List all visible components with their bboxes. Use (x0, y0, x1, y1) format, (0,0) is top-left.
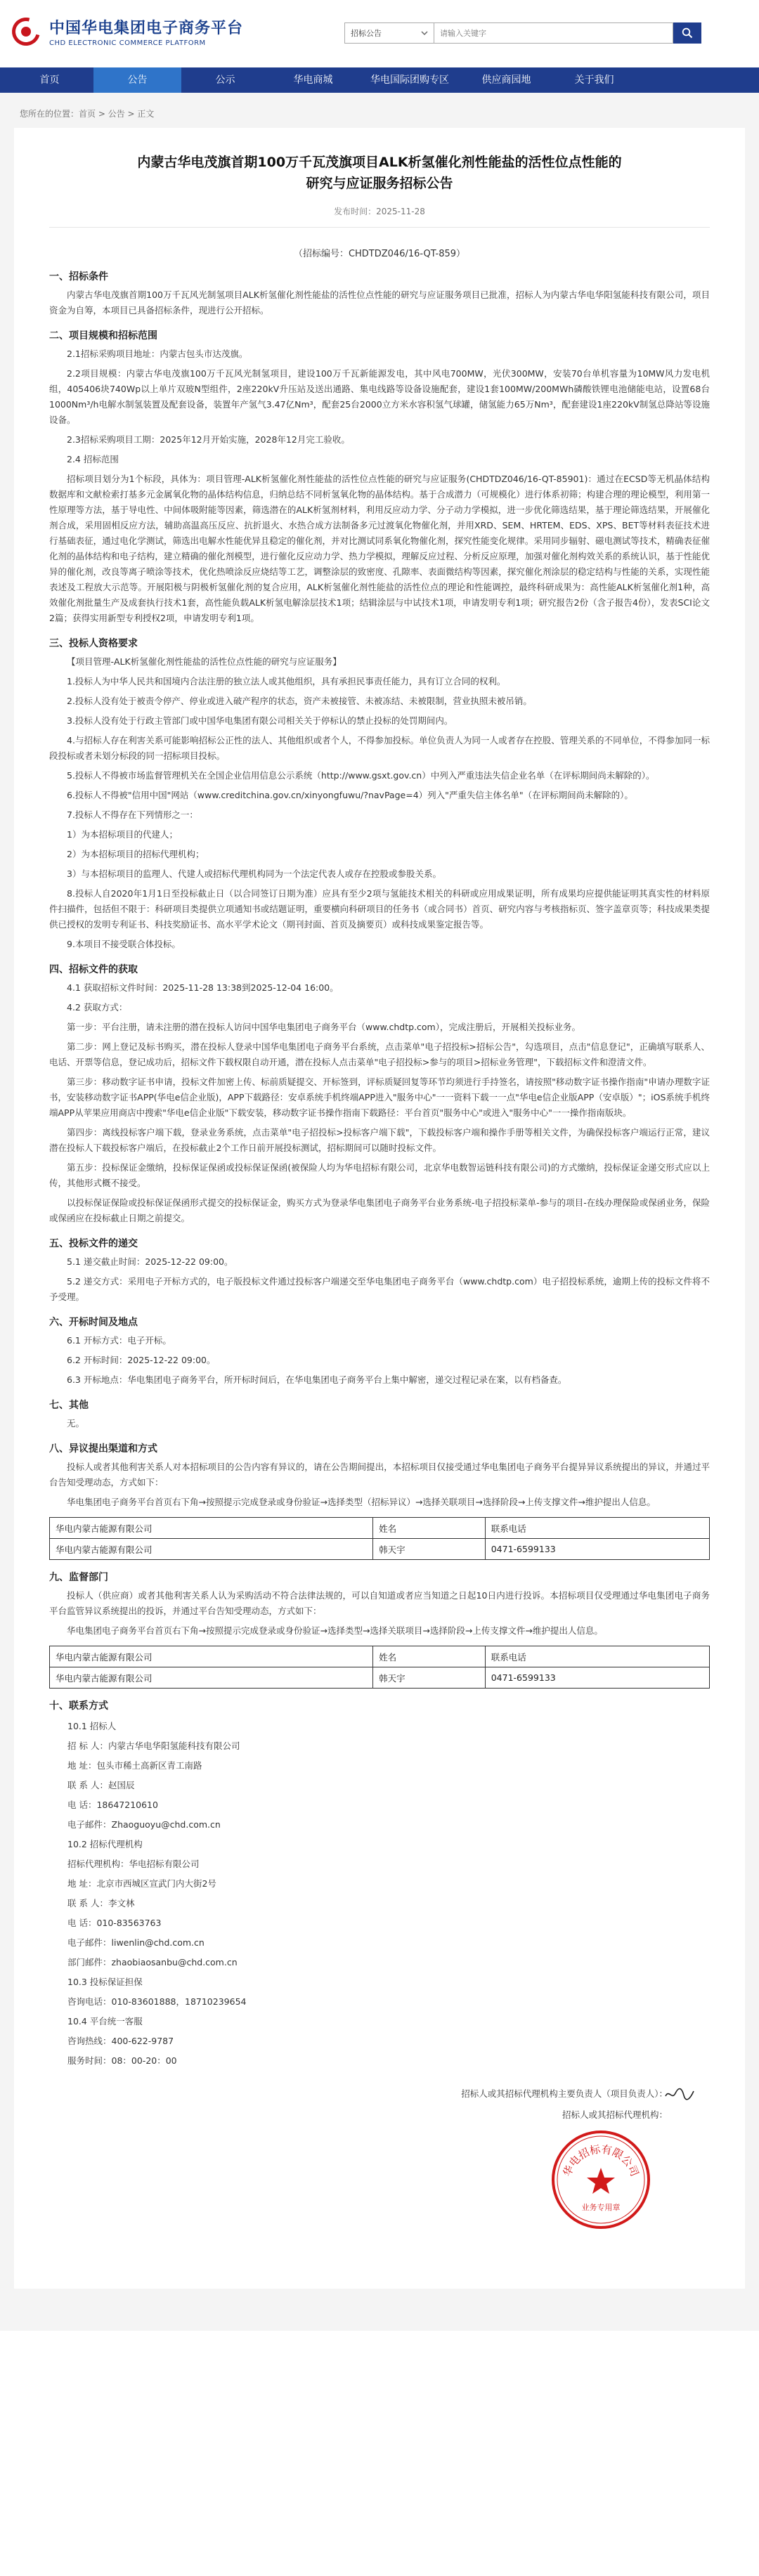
search-input[interactable] (434, 22, 673, 44)
qualification-item: 9.本项目不接受联合体投标。 (67, 939, 181, 949)
table-cell: 华电内蒙古能源有限公司 (50, 1646, 373, 1667)
article-title-line: 内蒙古华电茂旗首期100万千瓦茂旗项目ALK析氢催化剂性能盐的活性位点性能的 (137, 155, 622, 170)
contact-line: 咨询电话：010-83601888，18710239654 (67, 1996, 247, 2007)
handwritten-signature (663, 2085, 696, 2103)
paragraph: 华电集团电子商务平台首页右下角→按照提示完成登录或身份验证→选择类型→选择关联项目→选择阶段→上传支撑文件→维护提出人信息。 (67, 1625, 603, 1636)
section-heading: 二、项目规模和招标范围 (49, 330, 157, 341)
search-scope-value: 招标公告 (351, 29, 382, 38)
breadcrumb (0, 100, 759, 128)
signature-block (49, 2085, 710, 2246)
contact-list (49, 1717, 710, 2071)
logo-cn-text: 中国华电集团电子商务平台 (49, 20, 244, 37)
paragraph: 以投标保证保险或投标保证保函形式提交的投标保证金，购买方式为登录华电集团电子商务平台业务系统-电子招投标菜单-参与的项目-在线办理保险或保函业务，保险或保函应在投标截止日期之前提交。 (49, 1197, 710, 1223)
paragraph: 4.1 获取招标文件时间：2025-11-28 13:38到2025-12-04 16:00。 (67, 982, 339, 993)
contact-line: 咨询热线：400-622-9787 (67, 2036, 174, 2046)
breadcrumb-separator: > (124, 109, 138, 119)
contact-line: 电子邮件：liwenlin@chd.com.cn (67, 1937, 205, 1948)
site-logo[interactable] (10, 15, 243, 48)
paragraph: 第二步：网上登记及标书购买，潜在投标人登录中国华电集团电子商务平台系统，点击菜单"电子招投标>招标公告"，勾选项目，点击"信息登记"，正确填写联系人、电话、开票等信息，登记成功后，招标文件下载权限自动开通，潜在投标人点击菜单"电子招投标>参与的项目>招标业务管理"，下载招标文件和澄清文件。 (49, 1041, 710, 1067)
nav-about[interactable]: 关于我们 (574, 74, 614, 86)
table-cell: 韩天宇 (373, 1539, 486, 1560)
svg-text:华电招标有限公司: 华电招标有限公司 (560, 2142, 642, 2178)
breadcrumb-prefix: 您所在的位置： (20, 109, 79, 119)
paragraph: 5.2 递交方式：采用电子开标方式的，电子版投标文件通过投标客户端递交至华电集团电子商务平台（www.chdtp.com）电子招投标系统，逾期上传的投标文件将不予受理。 (49, 1276, 710, 1302)
paragraph: 内蒙古华电茂旗首期100万千瓦风光制氢项目ALK析氢催化剂性能盐的活性位点性能的研究与应证服务项目已批准，招标人为内蒙古华电华阳氢能科技有限公司，项目资金为自筹，本项目已具备招标条件，现进行公开招标。 (49, 290, 710, 316)
table-row (50, 1518, 710, 1539)
table-cell: 联系电话 (485, 1518, 709, 1539)
site-header (0, 0, 759, 67)
paragraph: 投标人（供应商）或者其他利害关系人认为采购活动不符合法律法规的，可以自知道或者应当知道之日起10日内进行投诉。本招标项目仅受理通过华电集团电子商务平台监管异议系统提出的投诉，并通过平台告知受理动态，方式如下： (49, 1590, 710, 1616)
paragraph: 2.3招标采购项目工期：2025年12月开始实施，2028年12月完工验收。 (67, 434, 350, 445)
qualification-item: 5.投标人不得被市场监督管理机关在全国企业信用信息公示系统（http://www.gsxt.gov.cn）中列入严重违法失信企业名单（在评标期间尚未解除的）。 (67, 770, 655, 781)
contact-line: 10.1 招标人 (67, 1721, 117, 1731)
paragraph: 第一步：平台注册，请未注册的潜在投标人访问中国华电集团电子商务平台（www.chdtp.com），完成注册后，开展相关投标业务。 (67, 1022, 580, 1032)
paragraph: 5.1 递交截止时间：2025-12-22 09:00。 (67, 1256, 233, 1267)
qualification-item: 2）为本招标项目的招标代理机构； (67, 849, 205, 859)
section-heading: 九、监督部门 (49, 1572, 108, 1583)
nav-announcements[interactable]: 公告 (93, 67, 181, 93)
contact-line: 10.4 平台统一客服 (67, 2016, 143, 2027)
contact-line: 联 系 人：赵国辰 (67, 1780, 135, 1790)
chevron-down-icon (421, 30, 428, 36)
seal-stamp (548, 2127, 654, 2232)
table-cell: 0471-6599133 (485, 1539, 709, 1560)
paragraph: 投标人或者其他利害关系人对本招标项目的公告内容有异议的，请在公告期间提出，本招标项目仅接受通过华电集团电子商务平台提异异议系统提出的异议，并通过平台告知受理动态，方式如下： (49, 1462, 710, 1488)
contact-line: 电 话：010-83563763 (67, 1918, 162, 1928)
contact-line: 10.2 招标代理机构 (67, 1839, 143, 1849)
section-heading: 三、投标人资格要求 (49, 638, 138, 649)
paragraph: 6.3 开标地点：华电集团电子商务平台，所开标时间后，在华电集团电子商务平台上集中解密，递交过程记录在案，以有档备查。 (67, 1374, 567, 1385)
chd-logo-icon (10, 15, 42, 48)
qualification-item: 4.与招标人存在利害关系可能影响招标公正性的法人、其他组织或者个人，不得参加投标。单位负责人为同一人或者存在控股、管理关系的不同单位，不得参加同一标段投标或者未划分标段的同一招标项目投标。 (49, 735, 710, 761)
search-scope-select[interactable] (344, 22, 434, 44)
nav-mall[interactable]: 华电商城 (293, 74, 333, 86)
paragraph: 华电集团电子商务平台首页右下角→按照提示完成登录或身份验证→选择类型（招标异议）→选择关联项目→选择阶段→上传支撑文件→维护提出人信息。 (67, 1497, 656, 1507)
breadcrumb-section[interactable]: 公告 (108, 109, 125, 119)
table-row (50, 1646, 710, 1667)
publish-date: 发布时间：2025-11-28 (49, 205, 710, 228)
article-title (49, 152, 710, 194)
table-cell: 姓名 (373, 1646, 486, 1667)
article-title-line: 研究与应证服务招标公告 (306, 176, 453, 191)
content-area (0, 93, 759, 2331)
qualification-item: 1.投标人为中华人民共和国境内合法注册的独立法人或其他组织，具有承担民事责任能力，具有订立合同的权利。 (67, 676, 506, 687)
nav-home[interactable]: 首页 (39, 74, 60, 86)
contact-line: 电 话：18647210610 (67, 1800, 158, 1810)
paragraph: 【项目管理-ALK析氢催化剂性能盐的活性位点性能的研究与应证服务】 (67, 656, 342, 667)
qualification-item: 6.投标人不得被"信用中国"网站（www.creditchina.gov.cn/xinyongfuwu/?navPage=4）列入"严重失信主体名单"（在评标期间尚未解除的）。 (67, 790, 633, 800)
contact-line: 地 址：北京市西城区宣武门内大街2号 (67, 1878, 216, 1889)
paragraph: 2.1招标采购项目地址：内蒙古包头市达茂旗。 (67, 349, 248, 359)
section-heading: 六、开标时间及地点 (49, 1317, 138, 1328)
contact-line: 服务时间：08：00-20：00 (67, 2055, 177, 2066)
section-heading: 五、投标文件的递交 (49, 1238, 138, 1249)
contact-line: 电子邮件：Zhaoguoyu@chd.com.cn (67, 1819, 221, 1830)
contact-line: 招标代理机构：华电招标有限公司 (67, 1859, 200, 1869)
table-cell: 0471-6599133 (485, 1667, 709, 1689)
paragraph: 2.4 招标范围 (67, 454, 119, 464)
section-heading: 一、招标条件 (49, 271, 108, 282)
section-heading: 八、异议提出渠道和方式 (49, 1443, 157, 1455)
logo-en-text: CHD ELECTRONIC COMMERCE PLATFORM (49, 39, 206, 47)
table-cell: 华电内蒙古能源有限公司 (50, 1667, 373, 1689)
contact-line: 联 系 人：李文林 (67, 1898, 135, 1908)
paragraph: 6.1 开标方式：电子开标。 (67, 1335, 171, 1346)
qualification-item: 1）为本招标项目的代建人； (67, 829, 178, 840)
signature-stamp-line: 招标人或其招标代理机构： (562, 2109, 668, 2120)
qualification-item: 8.投标人自2020年1月1日至投标截止日（以合同签订日期为准）应具有至少2项与氢能技术相关的科研或应用成果证明，所有成果均应提供能证明其真实性的材料原件扫描件，包括但不限于：科研项目类提供立项通知书或结题证明，重要横向科研项目的任务书（或合同书）首页、研究内容与考核指标页、签字盖章页等；科技成果类提供已授权的发明专利证书、科技奖励证书、高水平学术论文（期刊封面、首页及摘要页）或科技成果鉴定报告等。 (49, 888, 710, 930)
table-cell: 华电内蒙古能源有限公司 (50, 1539, 373, 1560)
paragraph: 4.2 获取方式： (67, 1002, 128, 1013)
table-row (50, 1539, 710, 1560)
search-button[interactable] (673, 22, 701, 44)
contact-line: 招 标 人：内蒙古华电华阳氢能科技有限公司 (67, 1741, 240, 1751)
signature-agent-line: 招标人或其招标代理机构主要负责人（项目负责人）： (461, 2088, 668, 2099)
section-heading: 四、招标文件的获取 (49, 964, 138, 975)
qualification-item: 3）与本招标项目的监理人、代建人或招标代理机构同为一个法定代表人或存在控股或参股关系。 (67, 869, 441, 879)
qualification-item: 3.投标人没有处于行政主管部门或中国华电集团有限公司相关关于停标认的禁止投标的处罚期间内。 (67, 715, 453, 726)
breadcrumb-separator: > (96, 109, 108, 119)
qualification-item: 7.投标人不得存在下列情形之一： (67, 809, 198, 820)
breadcrumb-current: 正文 (137, 109, 155, 119)
section-heading: 十、联系方式 (49, 1700, 108, 1712)
supervision-contact-table (49, 1646, 710, 1689)
search-bar (344, 22, 701, 44)
objection-contact-table (49, 1517, 710, 1560)
main-nav (0, 67, 759, 93)
contact-line: 部门邮件：zhaobiaosanbu@chd.com.cn (67, 1957, 238, 1967)
table-cell: 华电内蒙古能源有限公司 (50, 1518, 373, 1539)
qualification-item: 2.投标人没有处于被责令停产、停业或进入破产程序的状态，资产未被接管、未被冻结、未被限制，营业执照未被吊销。 (67, 696, 532, 706)
table-row (50, 1667, 710, 1689)
paragraph: 2.2项目规模：内蒙古华电茂旗100万千瓦风光制氢项目，建设100万千瓦新能源发电，其中风电700MW，光伏300MW，安装70台单机容量为10MW风力发电机组，405406块740Wp以上单片双玻N型组件，2座220kV升压站及送出通路、集电线路等设备设施配套，建设1套100MW/200MWh磷酸铁锂电池储能电站，设置68台1000Nm³/h电解水制氢装置及配套设备，装置年产氢气3.47亿Nm³，配套25台2000立方米水容积氢气球罐，储氢能力65万Nm³，配套建设1座220kV制氢总降站等设施设备。 (49, 368, 710, 425)
tender-number: （招标编号：CHDTDZ046/16-QT-859） (293, 249, 466, 259)
table-cell: 联系电话 (485, 1646, 709, 1667)
paragraph: 招标项目划分为1个标段，具体为：项目管理-ALK析氢催化剂性能盐的活性位点性能的研究与应证服务(CHDTDZ046/16-QT-85901)：通过在ECSD等无机晶体结构数据库和文献检索打基多元金属氧化物的晶体结构信息，归纳总结不同析氢氧化物的晶体结构。基于合成潜力（可规模化）进行体系初筛；构建合理的理论模型，利用第一性原理等方法，基于导电性、中间体吸附能等因素，筛选潜在的ALK析氢剂材料，利用反应动力学、分子动力学模拟，进一步优化筛选结果，基于理论筛选结果，开展催化剂合成，采用固相反应方法，辅助高温高压反应、抗折退火、水热合成方法制备多元过渡氧化物催化剂，并用XRD、SEM、HRTEM、EDS、XPS、BET等材料表征技术进行基础表征，通过电化学测试，筛选出电解水性能优异且稳定的催化剂，并对比测试同系氧化物催化剂，探究性能变化规律。采用同步辐射、磁电测试等技术，精确表征催化剂的晶体结构和电子结构，建立精确的催化剂模型，进行催化反应动力学、热力学模拟，理解反应过程、分析反应原理，加强对催化剂构效关系的系统认识，基于性能优异的催化剂，改良等离子喷涂等技术，优化热喷涂反应烧结等工艺，调整涂层的致密度、孔隙率、表面微结构等因素，探究催化剂涂层的稳定结构与性能的关系，实现性能表述及工程放大示范等。开展阳极与阴极析氢催化剂的复合应用，ALK析氢催化剂性能盐的活性位点的理论和性能调控，最终科研成果为：高性能ALK析氢催化剂1种，高效催化剂批量生产及成套执行技术1套，高性能负载ALK析氢电解涂层技术1项；结辑涂层与中试技术1项，申请发明专利1项；研究报告2份（含子报告4份），发表SCI论文2篇；获得实用新型专利授权2项，申请发明专利1项。 (49, 474, 710, 623)
contact-line: 地 址：包头市稀土高新区青工南路 (67, 1760, 202, 1771)
paragraph: 6.2 开标时间：2025-12-22 09:00。 (67, 1355, 216, 1365)
svg-text:业务专用章: 业务专用章 (581, 2203, 621, 2212)
table-cell: 韩天宇 (373, 1667, 486, 1689)
table-cell: 姓名 (373, 1518, 486, 1539)
search-icon (682, 27, 693, 39)
paragraph: 第五步：投标保证金缴纳，投标保证保函或投标保证保函(被保险人均为华电招标有限公司，北京华电数智运链科技有限公司)的方式缴纳，投标保证金递交形式应以上传，其他形式概不接受。 (49, 1162, 710, 1188)
nav-publicity[interactable]: 公示 (215, 74, 235, 86)
article (14, 128, 745, 2289)
contact-line: 10.3 投标保证担保 (67, 1977, 143, 1987)
paragraph: 第三步：移动数字证书申请，投标文件加密上传、标前质疑提交、开标签到，评标质疑回复等环节均须进行手持签名，请按照"移动数字证书操作指南"申请办理数字证书，安装移动数字证书APP(华电e信企业版)，APP下载路径：安卓系统手机终端APP进入"服务中心"一一资料下载一一点"华电e信企业版APP（安卓版）"；iOS系统手机终端APP从苹果应用商店中搜索"华电e信企业版"下载安装，移动数字证书操作指南下载路径：平台首页"服务中心"或进入"服务中心"一一操作指南版块。 (49, 1076, 710, 1118)
nav-supplier[interactable]: 供应商园地 (481, 74, 531, 86)
paragraph: 无。 (67, 1418, 85, 1429)
paragraph: 第四步：离线投标客户端下载，登录业务系统，点击菜单"电子招投标>投标客户端下载"，下载投标客户端和操作手册等相关文件，为确保投标客户端运行正常，建议潜在投标人下载投标客户端后，在投标截止2个工作日前开展投标测试，招标期间可以随时投标文件。 (49, 1127, 710, 1153)
nav-group-buy[interactable]: 华电国际团购专区 (370, 74, 449, 86)
breadcrumb-home[interactable]: 首页 (79, 109, 96, 119)
section-heading: 七、其他 (49, 1400, 89, 1411)
